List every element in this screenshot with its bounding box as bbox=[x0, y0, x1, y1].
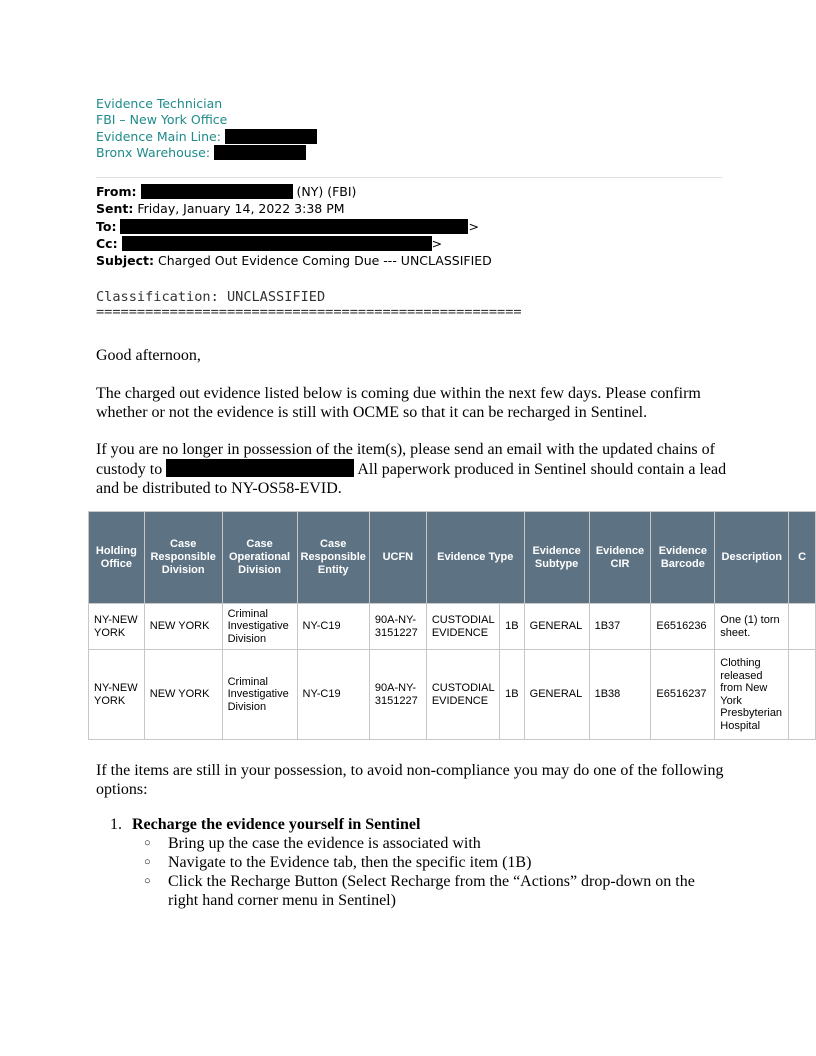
to-line bbox=[96, 218, 492, 235]
subject-value: Charged Out Evidence Coming Due --- UNCLASSIFIED bbox=[157, 253, 492, 269]
cell-evidence-barcode: E6516236 bbox=[651, 604, 715, 650]
col-description: Description bbox=[715, 512, 789, 604]
cell-ucfn: 90A-NY-3151227 bbox=[369, 604, 426, 650]
cell-evidence-barcode: E6516237 bbox=[651, 650, 715, 740]
sent-label: Sent: bbox=[96, 201, 134, 217]
cell-evidence-cir: 1B38 bbox=[589, 650, 651, 740]
subject-line bbox=[96, 252, 492, 269]
subject-label: Subject: bbox=[96, 253, 154, 269]
cell-responsible-entity: NY-C19 bbox=[297, 650, 369, 740]
table-header-row bbox=[89, 512, 816, 604]
to-suffix: > bbox=[468, 218, 479, 234]
hollow-bullet-icon: ○ bbox=[144, 856, 151, 868]
redaction-bar bbox=[120, 219, 468, 234]
step-text: Navigate to the Evidence tab, then the specific item (1B) bbox=[168, 854, 532, 871]
cell-responsible-division: NEW YORK bbox=[144, 650, 222, 740]
warehouse-label: Bronx Warehouse: bbox=[96, 144, 211, 160]
custody-text-start: If you are no longer in possession of the item(s), please send an email with the updated chains of custody to bbox=[96, 441, 715, 478]
to-label: To: bbox=[96, 218, 117, 234]
list-item bbox=[96, 872, 728, 910]
cell-description: Clothing released from New York Presbyterian Hospital bbox=[715, 650, 789, 740]
cc-line bbox=[96, 235, 492, 252]
sent-value: Friday, January 14, 2022 3:38 PM bbox=[137, 201, 345, 217]
cell-evidence-type: CUSTODIAL EVIDENCE bbox=[426, 650, 499, 740]
email-header bbox=[96, 183, 492, 269]
hollow-bullet-icon: ○ bbox=[144, 875, 151, 887]
signature-office: FBI – New York Office bbox=[96, 112, 228, 128]
cell-evidence-type-code: 1B bbox=[500, 604, 524, 650]
col-responsible-division: Case Responsible Division bbox=[144, 512, 222, 604]
from-label: From: bbox=[96, 184, 137, 199]
redaction-bar bbox=[141, 184, 293, 199]
header-divider bbox=[96, 177, 722, 178]
list-item bbox=[96, 853, 728, 872]
step-text: Click the Recharge Button (Select Recharge from the “Actions” drop-down on the right hand corner menu in Sentinel) bbox=[168, 873, 695, 909]
redaction-bar bbox=[214, 145, 306, 160]
cell-holding-office: NY-NEW YORK bbox=[89, 650, 145, 740]
from-line bbox=[96, 183, 492, 200]
cell-responsible-division: NEW YORK bbox=[144, 604, 222, 650]
signature-block bbox=[96, 96, 317, 161]
option-number: 1. bbox=[110, 816, 122, 833]
cell-evidence-subtype: GENERAL bbox=[524, 604, 589, 650]
col-operational-division: Case Operational Division bbox=[222, 512, 297, 604]
redaction-bar bbox=[225, 129, 317, 144]
cell-operational-division: Criminal Investigative Division bbox=[222, 650, 297, 740]
col-evidence-type: Evidence Type bbox=[426, 512, 524, 604]
table-row bbox=[89, 650, 816, 740]
cell-evidence-type: CUSTODIAL EVIDENCE bbox=[426, 604, 499, 650]
cell-evidence-subtype: GENERAL bbox=[524, 650, 589, 740]
paragraph-options-intro: If the items are still in your possession, to avoid non-compliance you may do one of the following options: bbox=[96, 762, 724, 798]
hollow-bullet-icon: ○ bbox=[144, 837, 151, 849]
redaction-bar bbox=[166, 459, 354, 477]
options-list bbox=[96, 815, 728, 910]
classification-line: Classification: UNCLASSIFIED bbox=[96, 289, 326, 305]
cell-description: One (1) torn sheet. bbox=[715, 604, 789, 650]
col-responsible-entity: Case Responsible Entity bbox=[297, 512, 369, 604]
signature-main-line bbox=[96, 129, 317, 145]
redaction-bar bbox=[122, 236, 432, 251]
sent-line bbox=[96, 200, 492, 217]
col-ucfn: UCFN bbox=[369, 512, 426, 604]
cell-evidence-type-code: 1B bbox=[500, 650, 524, 740]
col-evidence-cir: Evidence CIR bbox=[589, 512, 651, 604]
main-line-label: Evidence Main Line: bbox=[96, 128, 221, 144]
classification-block bbox=[96, 290, 522, 320]
col-evidence-barcode: Evidence Barcode bbox=[651, 512, 715, 604]
greeting: Good afternoon, bbox=[96, 347, 201, 364]
option-steps bbox=[96, 834, 728, 910]
paragraph-custody bbox=[96, 440, 736, 498]
table-row bbox=[89, 604, 816, 650]
custody-text-end: All paperwork produced in Sentinel should contain a lead and be distributed to NY-OS58-EVID. bbox=[96, 461, 727, 497]
signature-warehouse bbox=[96, 145, 317, 161]
cc-label: Cc: bbox=[96, 235, 118, 251]
list-item bbox=[96, 834, 728, 853]
cell-holding-office: NY-NEW YORK bbox=[89, 604, 145, 650]
paragraph-charged-out: The charged out evidence listed below is coming due within the next few days. Please confirm whether or not the evidence is still with OCME so that it can be recharged in Sentinel. bbox=[96, 385, 701, 421]
cell-truncated bbox=[789, 650, 816, 740]
cell-truncated bbox=[789, 604, 816, 650]
cell-operational-division: Criminal Investigative Division bbox=[222, 604, 297, 650]
classification-divider: ==================================================== bbox=[96, 304, 522, 320]
signature-title: Evidence Technician bbox=[96, 96, 223, 111]
evidence-table bbox=[88, 511, 816, 740]
cc-suffix: > bbox=[431, 235, 443, 251]
step-text: Bring up the case the evidence is associated with bbox=[168, 835, 481, 852]
cell-evidence-cir: 1B37 bbox=[589, 604, 651, 650]
from-suffix: (NY) (FBI) bbox=[296, 184, 357, 199]
cell-responsible-entity: NY-C19 bbox=[297, 604, 369, 650]
col-truncated: C bbox=[789, 512, 816, 604]
cell-ucfn: 90A-NY-3151227 bbox=[369, 650, 426, 740]
col-holding-office: Holding Office bbox=[89, 512, 145, 604]
option-recharge bbox=[96, 815, 728, 834]
col-evidence-subtype: Evidence Subtype bbox=[524, 512, 589, 604]
option-title: Recharge the evidence yourself in Sentinel bbox=[132, 816, 421, 833]
